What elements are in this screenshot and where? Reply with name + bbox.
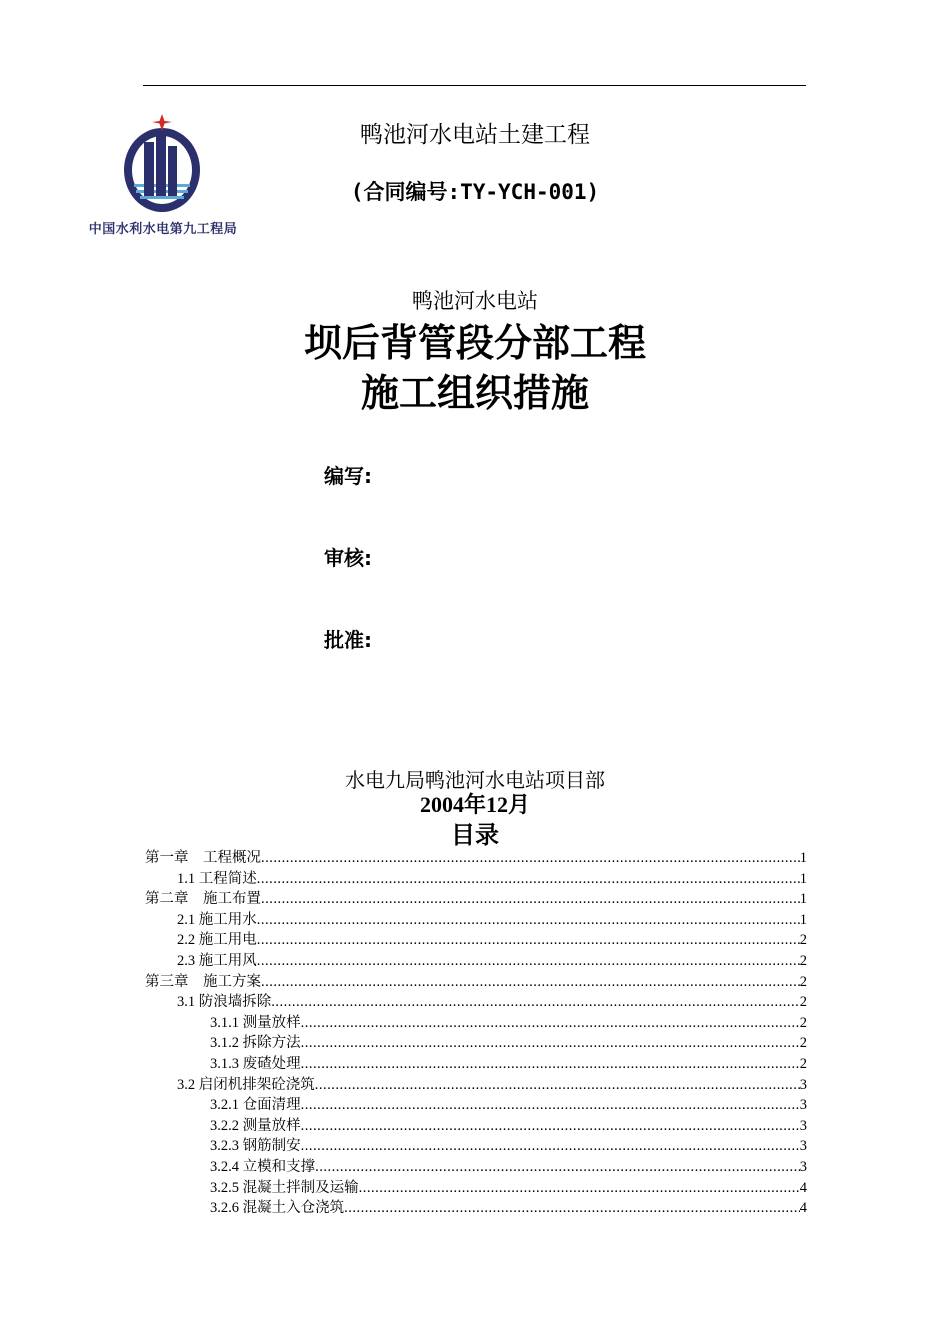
toc-entry[interactable] — [145, 887, 807, 908]
toc-entry[interactable] — [145, 1011, 807, 1032]
toc-leader-dots — [301, 1035, 800, 1052]
approver-label: 批准: — [324, 628, 372, 652]
toc-entry-label: 第一章 工程概况 — [145, 850, 261, 866]
toc-entry[interactable] — [145, 970, 807, 991]
toc-entry-page: 2 — [799, 994, 807, 1011]
toc-entry-label: 3.2.4 立模和支撑 — [210, 1158, 316, 1175]
toc-entry-page: 1 — [799, 870, 807, 887]
toc-leader-dots — [315, 1159, 800, 1176]
toc-entry-page: 3 — [799, 1076, 807, 1093]
toc-entry-page: 3 — [799, 1117, 807, 1134]
reviewer-label: 审核: — [324, 546, 372, 570]
toc-entry-page: 4 — [799, 1200, 807, 1217]
toc-entry-label: 3.2 启闭机排架砼浇筑 — [177, 1076, 315, 1093]
toc-leader-dots — [315, 1077, 800, 1094]
document-title-line2: 施工组织措施 — [360, 371, 589, 415]
toc-leader-dots — [301, 1138, 800, 1155]
toc-entry[interactable] — [145, 867, 807, 888]
toc-leader-dots — [301, 1015, 800, 1032]
toc-entry[interactable] — [145, 1114, 807, 1135]
document-title-line1: 坝后背管段分部工程 — [303, 321, 646, 365]
toc-leader-dots — [301, 1056, 800, 1073]
toc-entry[interactable] — [145, 1052, 807, 1073]
toc-entry-label: 2.1 施工用水 — [177, 911, 257, 928]
toc-leader-dots — [301, 1118, 800, 1135]
toc-leader-dots — [301, 1097, 800, 1114]
toc-entry-page: 1 — [799, 911, 807, 928]
header-rule — [143, 85, 806, 86]
document-date: 2004年12月 — [419, 792, 530, 817]
organization-name: 水电九局鸭池河水电站项目部 — [345, 768, 605, 792]
toc-entry[interactable] — [145, 908, 807, 929]
toc-leader-dots — [261, 974, 800, 991]
toc-entry-label: 3.1.1 测量放样 — [210, 1014, 301, 1031]
toc-entry[interactable] — [145, 1093, 807, 1114]
toc-entry-label: 3.1.3 废碴处理 — [210, 1055, 301, 1072]
toc-leader-dots — [359, 1180, 800, 1197]
toc-entry[interactable] — [145, 1176, 807, 1197]
toc-title: 目录 — [451, 821, 499, 849]
project-title: 鸭池河水电站土建工程 — [360, 122, 590, 148]
toc-leader-dots — [261, 850, 800, 867]
toc-entry-label: 1.1 工程简述 — [177, 870, 257, 887]
toc-leader-dots — [257, 871, 800, 888]
toc-leader-dots — [257, 932, 800, 949]
toc-entry-page: 4 — [799, 1179, 807, 1196]
toc-entry-label: 3.2.3 钢筋制安 — [210, 1138, 301, 1155]
toc-leader-dots — [344, 1200, 800, 1217]
toc-entry-page: 2 — [799, 952, 807, 969]
toc-entry-label: 3.2.5 混凝土拌制及运输 — [210, 1179, 359, 1196]
toc-entry-page: 2 — [799, 1014, 807, 1031]
toc-entry-page: 1 — [799, 850, 807, 866]
toc-entry[interactable] — [145, 1196, 807, 1217]
toc-entry-page: 2 — [799, 932, 807, 949]
toc-leader-dots — [257, 912, 800, 929]
toc-entry-label: 3.2.6 混凝土入仓浇筑 — [210, 1200, 345, 1217]
toc-entry-page: 3 — [799, 1097, 807, 1114]
toc-entry[interactable] — [145, 949, 807, 970]
author-label: 编写: — [324, 464, 372, 488]
toc-entry-label: 3.2.1 仓面清理 — [210, 1097, 301, 1114]
table-of-contents — [145, 846, 807, 1217]
toc-entry-label: 3.2.2 测量放样 — [210, 1117, 301, 1134]
toc-entry-page: 2 — [799, 1035, 807, 1052]
toc-entry-page: 3 — [799, 1138, 807, 1155]
toc-entry-page: 2 — [799, 973, 807, 990]
toc-entry[interactable] — [145, 928, 807, 949]
station-name: 鸭池河水电站 — [412, 289, 538, 313]
toc-entry[interactable] — [145, 1155, 807, 1176]
toc-entry[interactable] — [145, 990, 807, 1011]
toc-leader-dots — [261, 891, 800, 908]
toc-entry-page: 3 — [799, 1158, 807, 1175]
toc-entry-page: 1 — [799, 891, 807, 908]
toc-entry[interactable] — [145, 846, 807, 867]
toc-entry-label: 2.2 施工用电 — [177, 932, 257, 949]
toc-entry-label: 3.1.2 拆除方法 — [210, 1035, 301, 1052]
toc-entry-label: 第二章 施工布置 — [145, 891, 261, 908]
toc-entry-label: 3.1 防浪墙拆除 — [177, 994, 272, 1011]
contract-number: (合同编号:TY-YCH-001) — [350, 180, 600, 204]
toc-entry[interactable] — [145, 1031, 807, 1052]
toc-leader-dots — [271, 994, 800, 1011]
toc-entry-label: 第三章 施工方案 — [145, 973, 261, 990]
toc-entry-label: 2.3 施工用风 — [177, 952, 257, 969]
toc-entry-page: 2 — [799, 1055, 807, 1072]
document-title — [0, 318, 950, 418]
toc-leader-dots — [257, 953, 800, 970]
toc-entry[interactable] — [145, 1134, 807, 1155]
toc-entry[interactable] — [145, 1073, 807, 1094]
logo-org-name: 中国水利水电第九工程局 — [88, 222, 238, 237]
